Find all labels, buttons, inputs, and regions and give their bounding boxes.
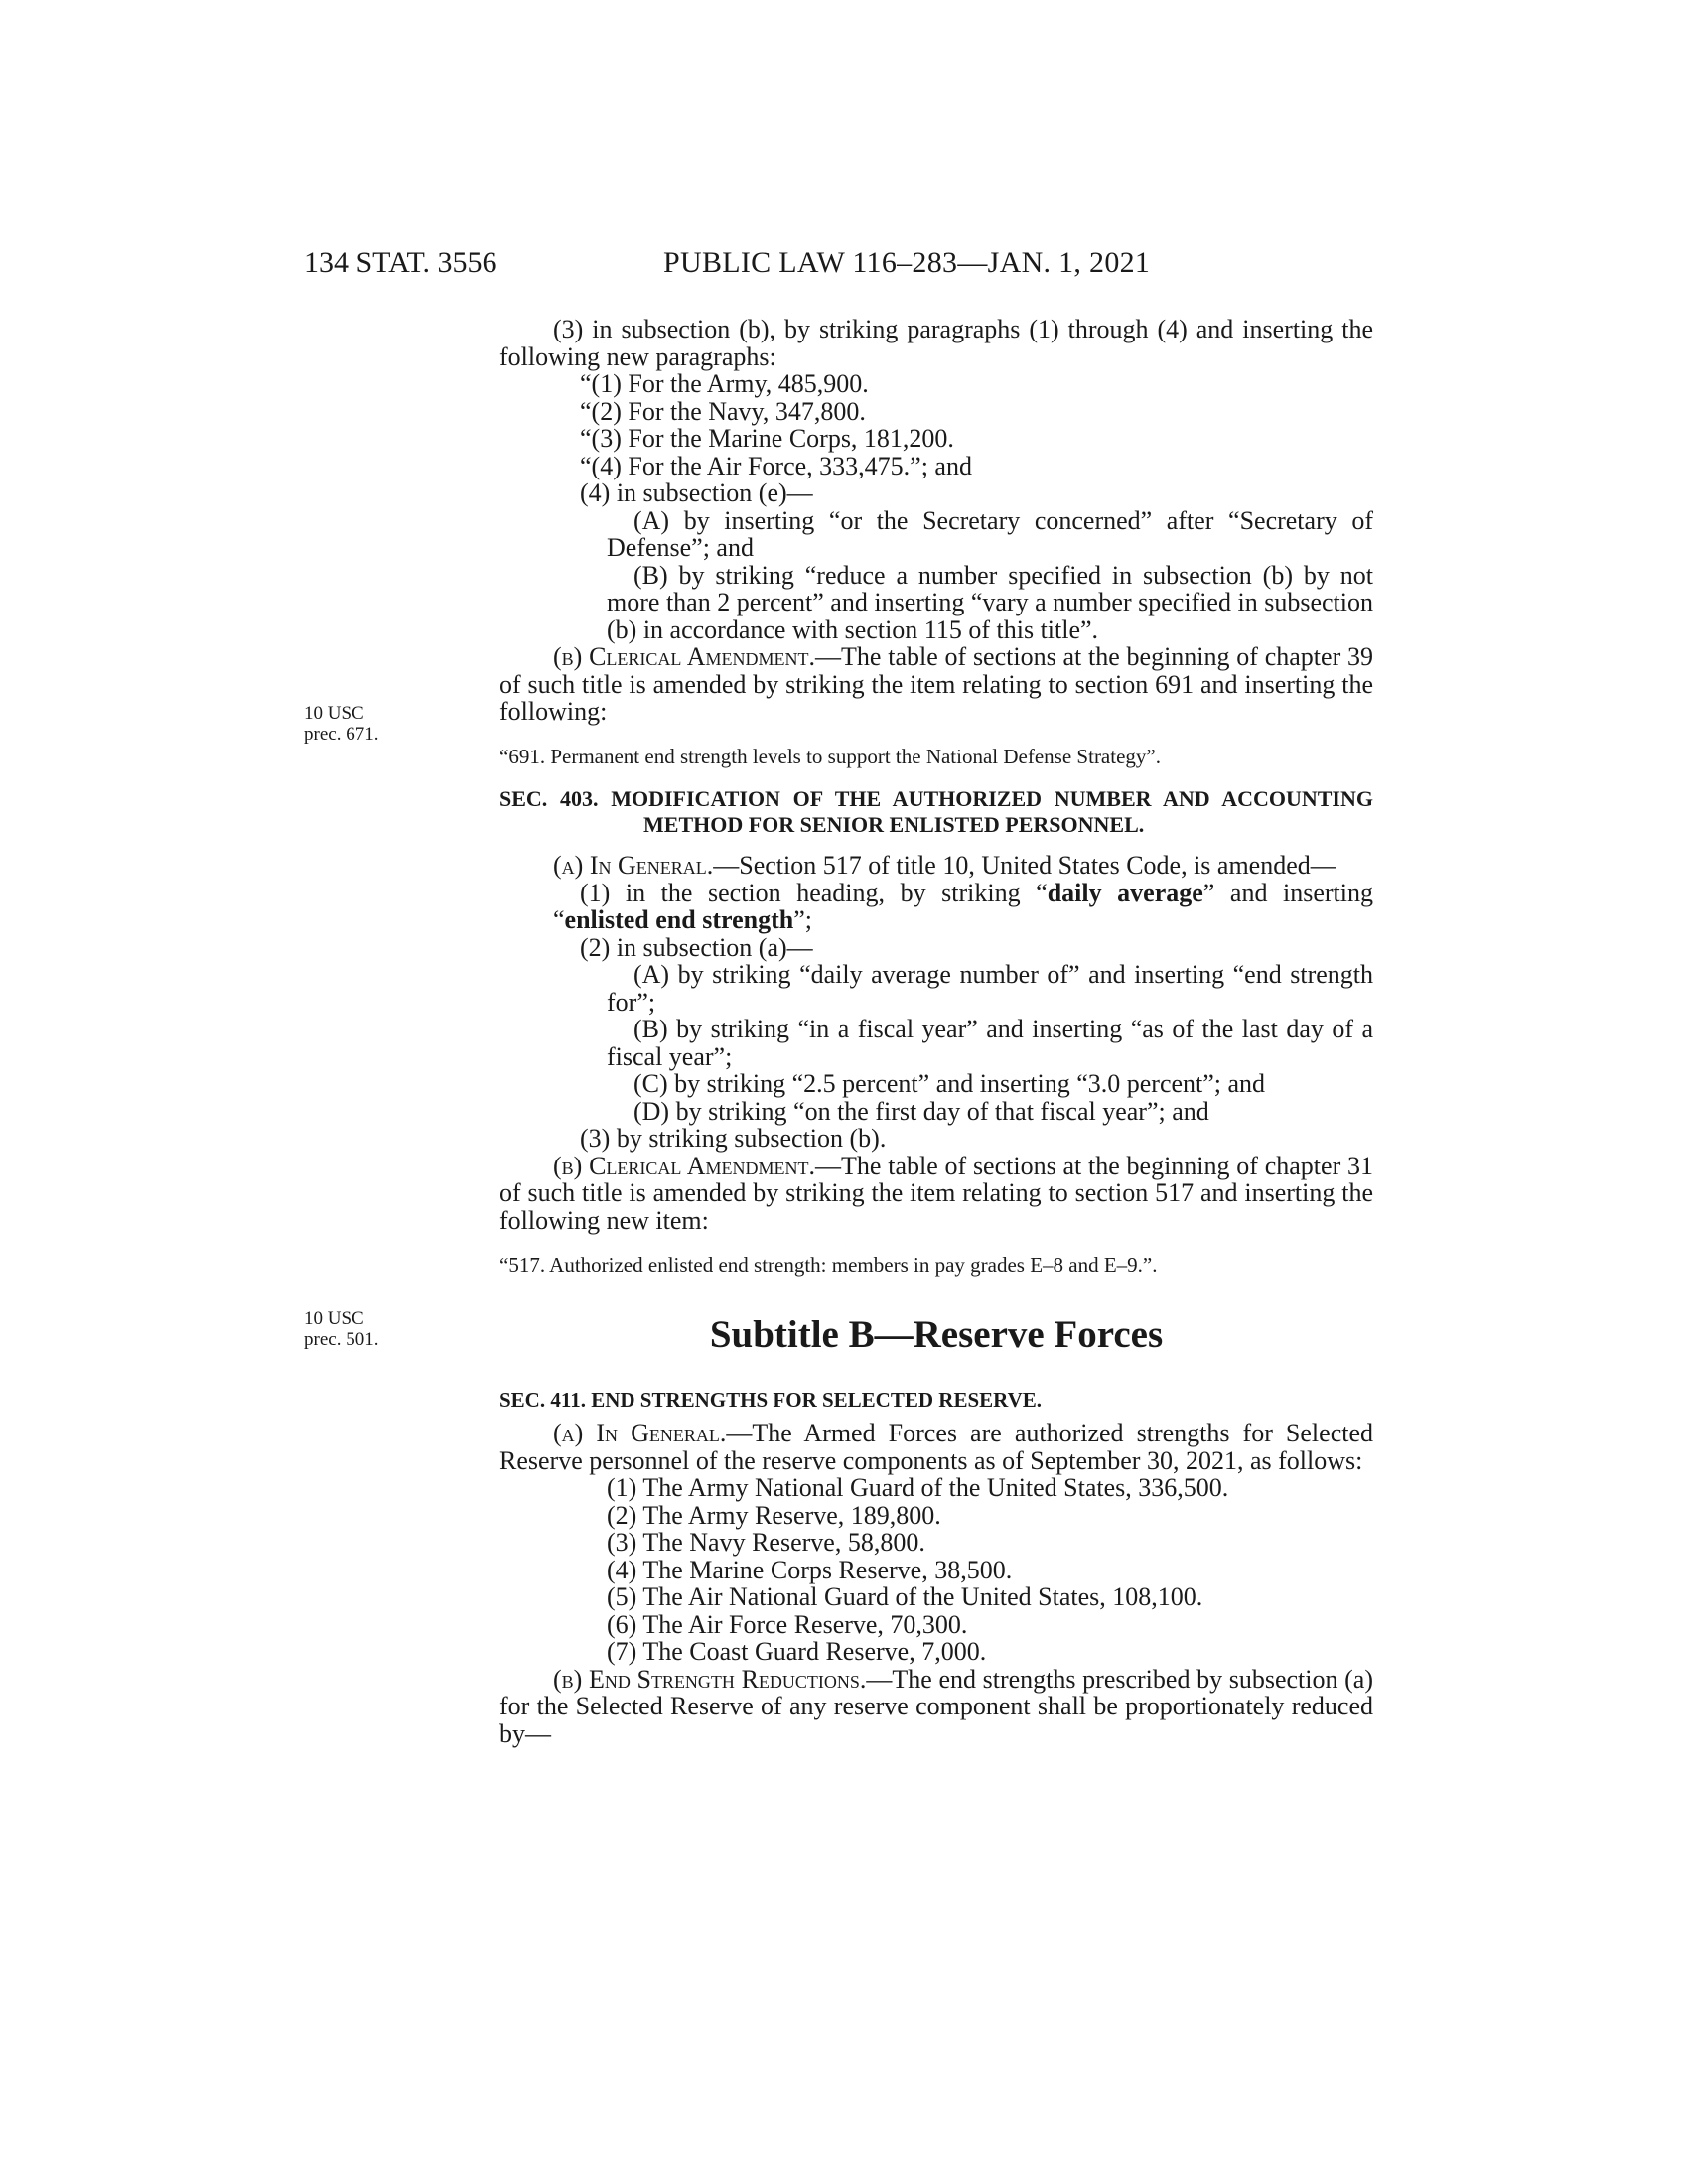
- paragraph-3: (3) in subsection (b), by striking paragraphs (1) through (4) and inserting the following new paragraphs:: [499, 315, 1373, 371]
- item-c: (C) by striking “2.5 percent” and inserting “3.0 percent”; and: [633, 1069, 1266, 1098]
- clerical-amendment-1: (b) Clerical Amendment.—The table of sections at the beginning of chapter 39 of such title is amended by striking the item relating to section 691 and inserting the following:: [499, 642, 1373, 726]
- margin-note-usc-671: 10 USC prec. 671.: [304, 703, 379, 745]
- quoted-paragraph-air-force: “(4) For the Air Force, 333,475.”; and: [580, 451, 972, 480]
- section-403-a: (a) In General.—Section 517 of title 10, United States Code, is amended—: [553, 851, 1336, 880]
- section-411-heading: SEC. 411. END STRENGTHS FOR SELECTED RESERVE.: [499, 1387, 1042, 1412]
- list-item: (1) The Army National Guard of the United States, 336,500.: [607, 1473, 1229, 1502]
- margin-note-usc-501: 10 USC prec. 501.: [304, 1308, 379, 1350]
- document-body: [499, 316, 1373, 1747]
- page-header: [0, 246, 1688, 286]
- quoted-paragraph-army: “(1) For the Army, 485,900.: [580, 369, 869, 398]
- item-d: (D) by striking “on the first day of that fiscal year”; and: [633, 1096, 1209, 1126]
- paragraph-4: (4) in subsection (e)—: [580, 478, 813, 507]
- item-3: (3) by striking subsection (b).: [580, 1124, 887, 1153]
- quoted-paragraph-marines: “(3) For the Marine Corps, 181,200.: [580, 424, 954, 453]
- item-b: (B) by striking “in a fiscal year” and inserting “as of the last day of a fiscal year”;: [607, 1015, 1373, 1071]
- list-item: (2) The Army Reserve, 189,800.: [607, 1500, 941, 1530]
- subparagraph-a: (A) by inserting “or the Secretary concerned” after “Secretary of Defense”; and: [607, 505, 1373, 562]
- list-item: (6) The Air Force Reserve, 70,300.: [607, 1609, 968, 1639]
- section-411-b: (b) End Strength Reductions.—The end strengths prescribed by subsection (a) for the Selected Reserve of any reserve component shall be proportionately reduced by—: [499, 1664, 1373, 1748]
- list-item: (4) The Marine Corps Reserve, 38,500.: [607, 1555, 1013, 1584]
- item-a: (A) by striking “daily average number of” and inserting “end strength for”;: [607, 960, 1373, 1017]
- statute-page-reference: 134 STAT. 3556: [304, 246, 497, 279]
- list-item: (7) The Coast Guard Reserve, 7,000.: [607, 1637, 987, 1666]
- quoted-paragraph-navy: “(2) For the Navy, 347,800.: [580, 396, 866, 426]
- subtitle-heading: Subtitle B—Reserve Forces: [709, 1312, 1164, 1356]
- section-403-heading: SEC. 403. MODIFICATION OF THE AUTHORIZED NUMBER AND ACCOUNTING METHOD FOR SENIOR ENLISTED PERSONNEL.: [499, 786, 1373, 837]
- clerical-amendment-2: (b) Clerical Amendment.—The table of sections at the beginning of chapter 31 of such title is amended by striking the item relating to section 517 and inserting the following new item:: [499, 1151, 1373, 1235]
- list-item: (3) The Navy Reserve, 58,800.: [607, 1528, 925, 1557]
- section-heading-amendment: (1) in the section heading, by striking “daily average” and inserting “enlisted end strength”;: [553, 878, 1373, 934]
- table-item-691: “691. Permanent end strength levels to support the National Defense Strategy”.: [499, 744, 1161, 768]
- subparagraph-b: (B) by striking “reduce a number specified in subsection (b) by not more than 2 percent” and inserting “vary a number specified in subsection (b) in accordance with section 115 of this title”.: [607, 560, 1373, 644]
- subsection-a-amendment: (2) in subsection (a)—: [580, 932, 813, 962]
- table-item-517: “517. Authorized enlisted end strength: members in pay grades E–8 and E–9.”.: [499, 1253, 1158, 1277]
- running-title: PUBLIC LAW 116–283—JAN. 1, 2021: [663, 246, 1151, 279]
- section-411-a: (a) In General.—The Armed Forces are authorized strengths for Selected Reserve personnel of the reserve components as of September 30, 2021, as follows:: [499, 1419, 1373, 1475]
- list-item: (5) The Air National Guard of the United States, 108,100.: [607, 1582, 1203, 1611]
